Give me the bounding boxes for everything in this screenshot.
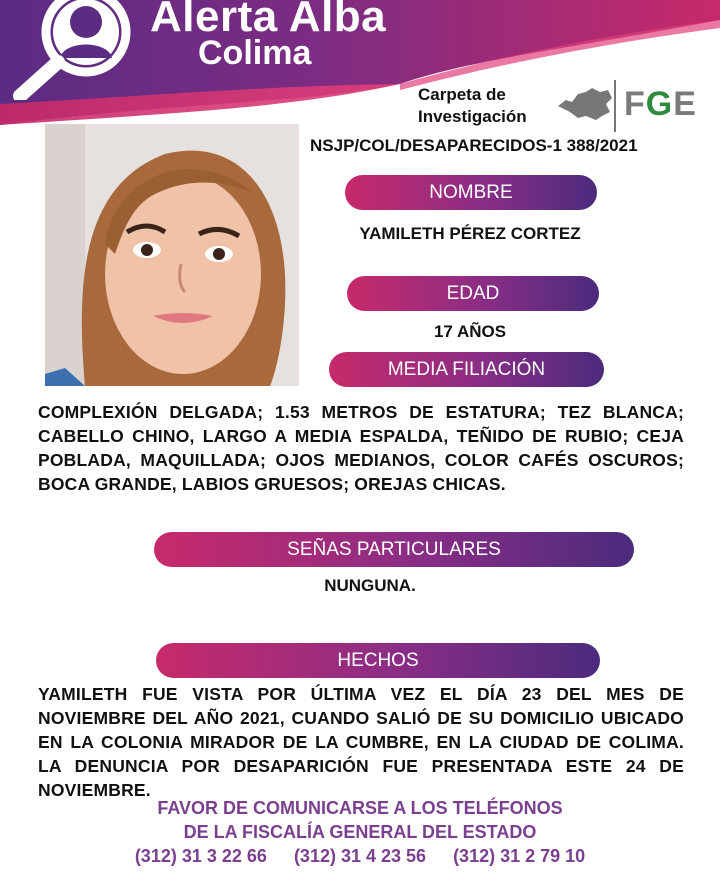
alert-subtitle: Colima (198, 34, 312, 72)
footer-line1: FAVOR DE COMUNICARSE A LOS TELÉFONOS (157, 798, 563, 818)
fge-logo-g: G (645, 85, 674, 123)
logo-divider (614, 80, 616, 132)
senas-header: SEÑAS PARTICULARES (154, 532, 634, 567)
hechos-text: YAMILETH FUE VISTA POR ÚLTIMA VEZ EL DÍA 23 DEL MES DE NOVIEMBRE DEL AÑO 2021, CUANDO SALIÓ DE SU DOMICILIO UBICADO EN LA COLONIA MIRADOR DE LA CUMBRE, EN LA CIUDAD DE COLIMA. LA DENUNCIA POR DESAPARICIÓN FUE PRESENTADA ESTE 24 DE NOVIEMBRE. (38, 684, 684, 800)
senas-value: NUNGUNA. (324, 576, 416, 595)
fge-logo (624, 84, 697, 124)
phone-number[interactable]: (312) 31 4 23 56 (293, 846, 427, 866)
media-filiacion-header: MEDIA FILIACIÓN (329, 352, 604, 387)
fge-logo-f: F (624, 85, 646, 123)
missing-person-photo (45, 124, 299, 386)
search-person-icon (8, 0, 138, 100)
carpeta-label (418, 84, 527, 128)
alert-title: Alerta Alba (150, 0, 387, 41)
phone-number[interactable]: (312) 31 2 79 10 (453, 846, 586, 866)
media-filiacion-text: COMPLEXIÓN DELGADA; 1.53 METROS DE ESTATURA; TEZ BLANCA; CABELLO CHINO, LARGO A MEDIA ESPALDA, TEÑIDO DE RUBIO; CEJA POBLADA, MAQUILLADA; OJOS MEDIANOS, COLOR CAFÉS OSCUROS; BOCA GRANDE, LABIOS GRUESOS; OREJAS CHICAS. (38, 402, 684, 494)
fge-logo-e: E (673, 85, 697, 123)
colima-state-map-icon (556, 86, 614, 122)
phone-number[interactable]: (312) 31 3 22 66 (134, 846, 267, 866)
phone-list (0, 846, 720, 867)
carpeta-line1: Carpeta de (418, 85, 506, 104)
edad-value: 17 AÑOS (433, 322, 507, 341)
footer-line2: DE LA FISCALÍA GENERAL DEL ESTADO (183, 822, 537, 842)
hechos-header: HECHOS (156, 643, 600, 678)
folio-number: NSJP/COL/DESAPARECIDOS-1 388/2021 (310, 136, 638, 155)
nombre-value: YAMILETH PÉREZ CORTEZ (359, 224, 581, 243)
carpeta-line2: Investigación (418, 107, 527, 126)
nombre-header: NOMBRE (345, 175, 597, 210)
edad-header: EDAD (347, 276, 599, 311)
